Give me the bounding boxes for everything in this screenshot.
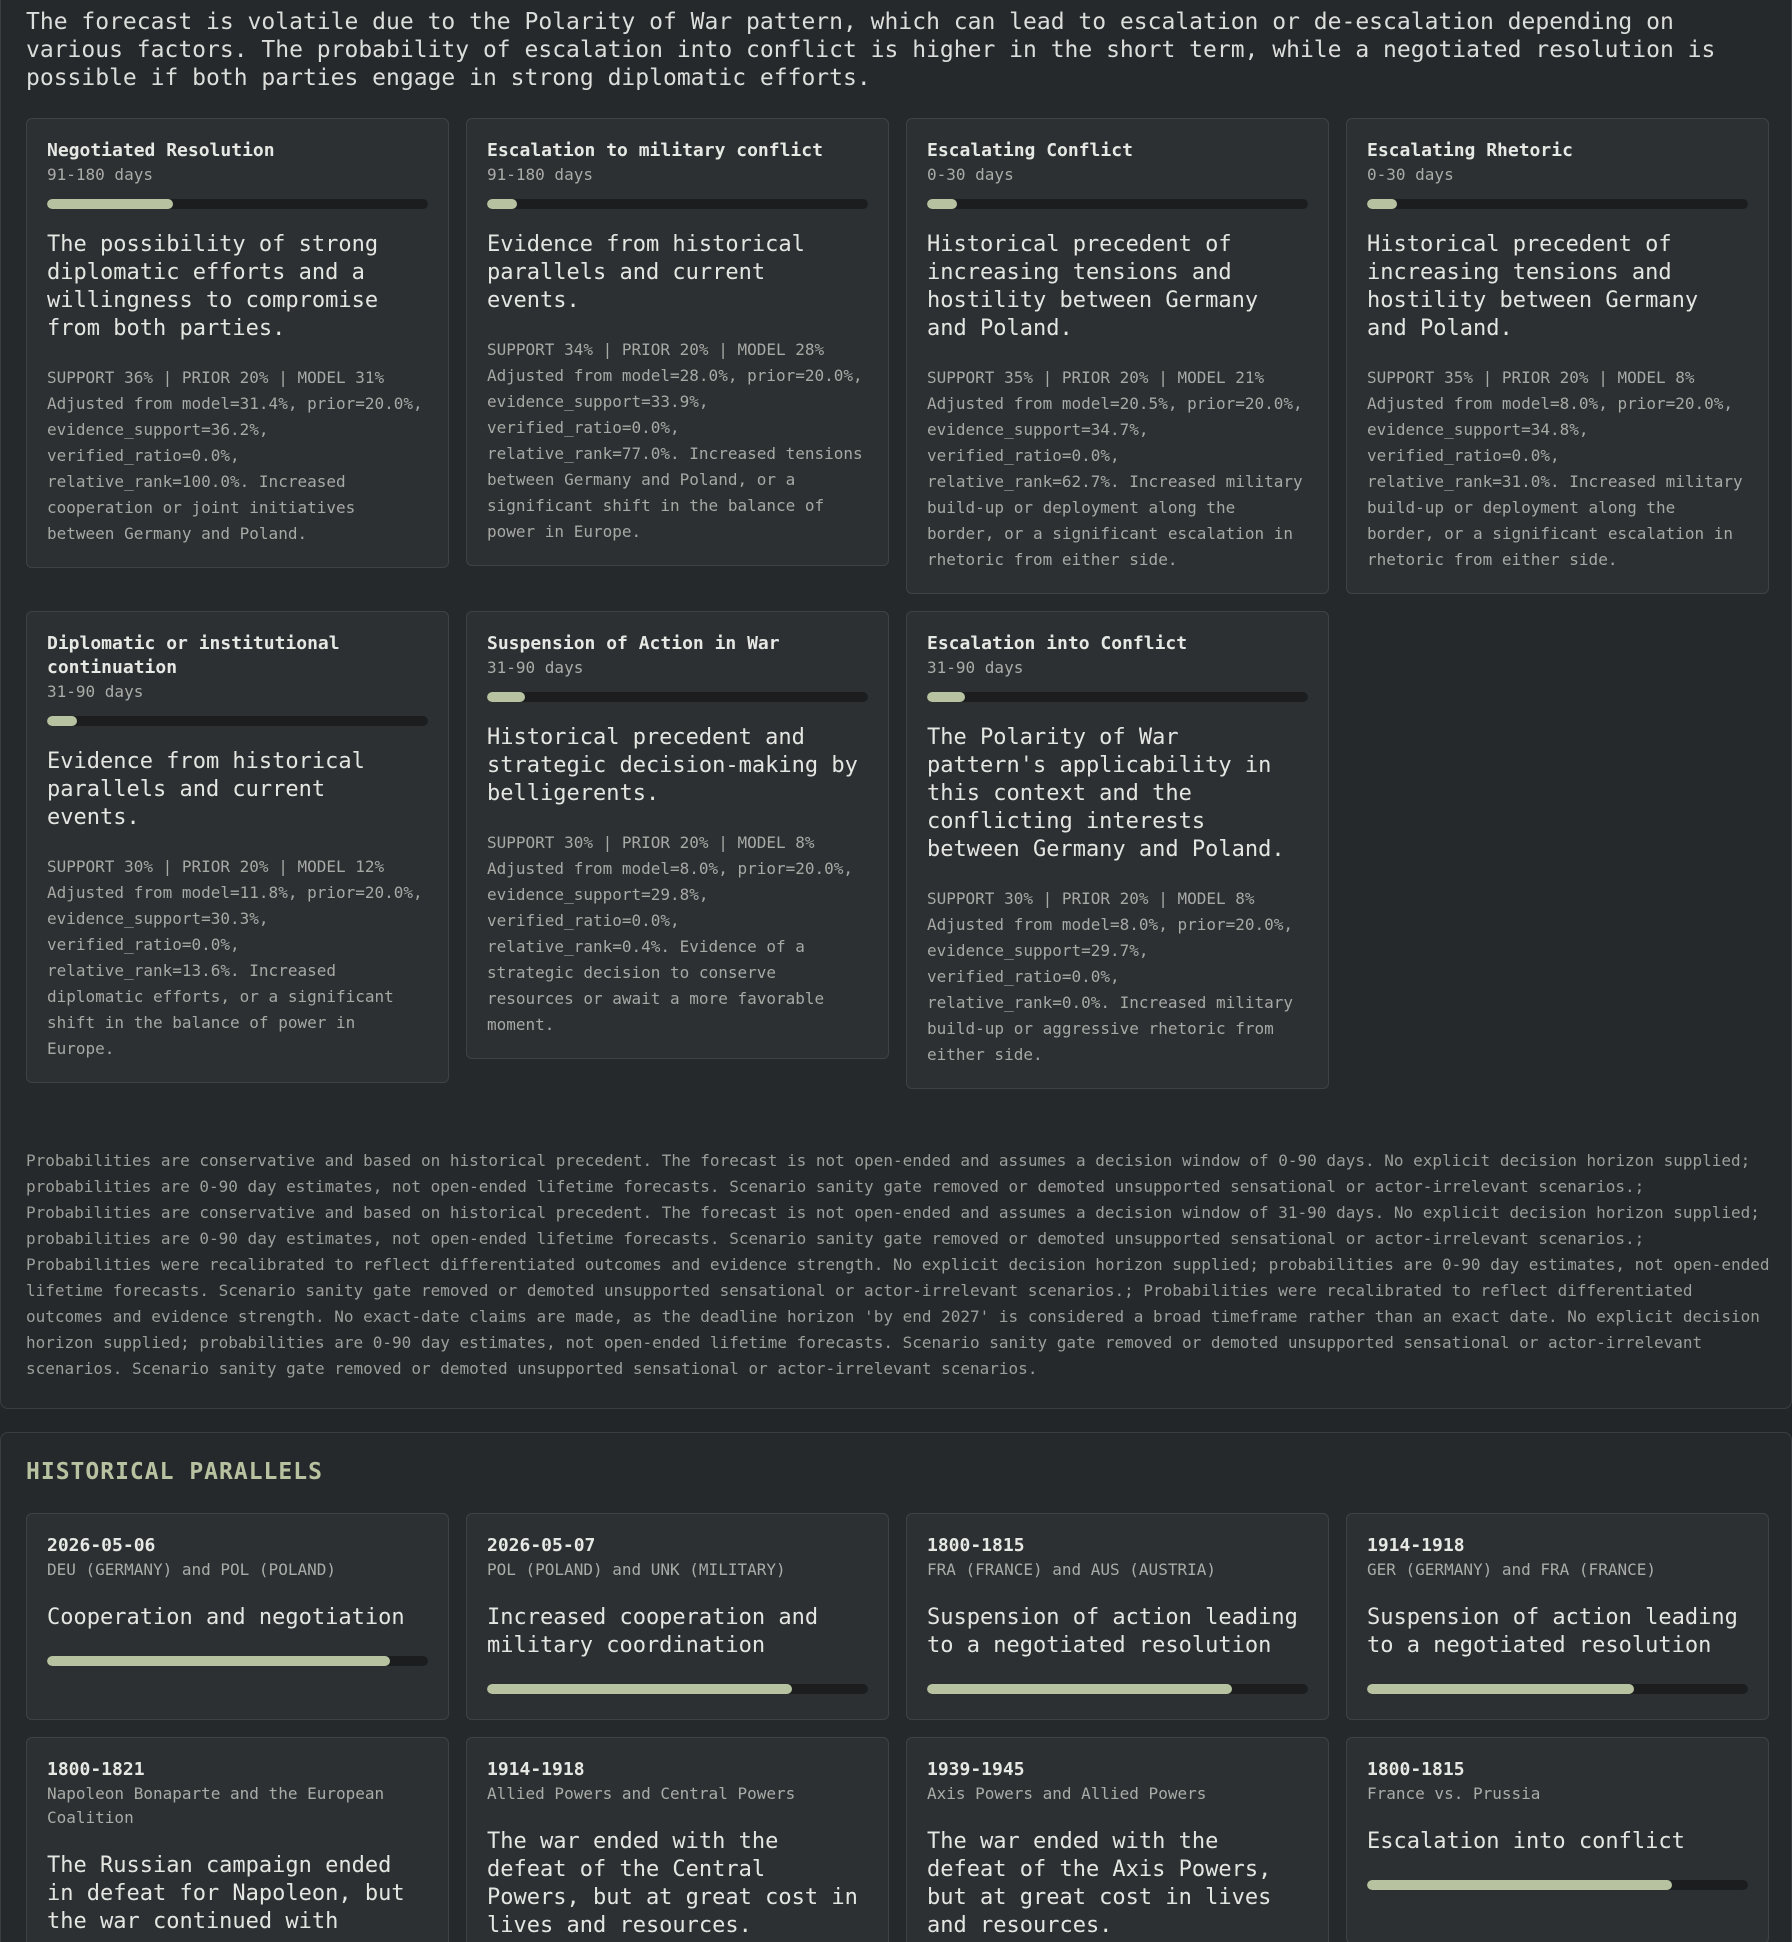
scenario-window: 0-30 days [927, 165, 1014, 184]
probability-bar-fill [47, 199, 173, 209]
scenario-title: Escalation to military conflict [487, 140, 823, 161]
parallel-outcome: The Russian campaign ended in defeat for Napoleon, but the war continued with [47, 1853, 405, 1934]
scenario-title: Escalating Rhetoric [1367, 140, 1573, 161]
scenario-card [466, 611, 889, 1059]
scenario-grid [26, 118, 1769, 1089]
scenario-rationale: Evidence from historical parallels and current events. [47, 749, 365, 830]
parallel-period: 1939-1945 [927, 1759, 1025, 1780]
parallel-period: 2026-05-06 [47, 1535, 156, 1556]
scenario-stats: SUPPORT 30% | PRIOR 20% | MODEL 8% [487, 833, 815, 852]
probability-bar [927, 199, 1308, 209]
scenario-stats: SUPPORT 35% | PRIOR 20% | MODEL 8% [1367, 368, 1695, 387]
scenario-window: 31-90 days [47, 682, 144, 701]
parallel-outcome: Cooperation and negotiation [47, 1605, 405, 1630]
scenario-note: Adjusted from model=8.0%, prior=20.0%, evidence_support=29.7%, verified_ratio=0.0%, relative_rank=0.0%. Increased military build-up or aggressive rhetoric from either side. [927, 915, 1294, 1064]
scenario-rationale: Historical precedent of increasing tensions and hostility between Germany and Poland. [1367, 232, 1699, 341]
parallel-card [1346, 1737, 1769, 1942]
probability-bar [47, 199, 428, 209]
scenario-rationale: The possibility of strong diplomatic efforts and a willingness to compromise from both parties. [47, 232, 379, 341]
section-title: HISTORICAL PARALLELS [26, 1459, 323, 1485]
parallel-outcome: The war ended with the defeat of the Axis Powers, but at great cost in lives and resources. [927, 1829, 1272, 1938]
scenario-card [906, 118, 1329, 594]
parallel-card [906, 1513, 1329, 1720]
scenario-rationale: The Polarity of War pattern's applicability in this context and the conflicting interests between Germany and Poland. [927, 725, 1285, 862]
probability-bar [487, 692, 868, 702]
probability-bar-fill [1367, 199, 1397, 209]
scenario-window: 91-180 days [47, 165, 153, 184]
scenario-note: Adjusted from model=28.0%, prior=20.0%, evidence_support=33.9%, verified_ratio=0.0%, relative_rank=77.0%. Increased tensions between Germany and Poland, or a significant shift in the balance of power in Europe. [487, 366, 863, 541]
scenario-window: 0-30 days [1367, 165, 1454, 184]
historical-parallels-panel [0, 1432, 1792, 1942]
parallel-actors: POL (POLAND) and UNK (MILITARY) [487, 1560, 786, 1579]
similarity-bar-fill [927, 1684, 1232, 1694]
parallel-actors: DEU (GERMANY) and POL (POLAND) [47, 1560, 336, 1579]
scenario-stats: SUPPORT 35% | PRIOR 20% | MODEL 21% [927, 368, 1265, 387]
parallel-period: 1800-1815 [1367, 1759, 1465, 1780]
similarity-bar-fill [47, 1656, 390, 1666]
parallel-period: 1800-1815 [927, 1535, 1025, 1556]
parallel-outcome: Suspension of action leading to a negotiated resolution [1367, 1605, 1738, 1658]
parallel-period: 1914-1918 [1367, 1535, 1465, 1556]
scenario-stats: SUPPORT 30% | PRIOR 20% | MODEL 12% [47, 857, 385, 876]
probability-bar-fill [927, 692, 965, 702]
similarity-bar [1367, 1684, 1748, 1694]
parallel-card [26, 1513, 449, 1720]
similarity-bar-fill [1367, 1880, 1672, 1890]
scenario-stats: SUPPORT 30% | PRIOR 20% | MODEL 8% [927, 889, 1255, 908]
scenario-stats: SUPPORT 36% | PRIOR 20% | MODEL 31% [47, 368, 385, 387]
similarity-bar-fill [1367, 1684, 1634, 1694]
parallel-card [906, 1737, 1329, 1942]
scenario-window: 31-90 days [487, 658, 584, 677]
parallel-actors: France vs. Prussia [1367, 1784, 1541, 1803]
scenario-note: Adjusted from model=8.0%, prior=20.0%, evidence_support=29.8%, verified_ratio=0.0%, relative_rank=0.4%. Evidence of a strategic decision to conserve resources or await a more favorable moment. [487, 859, 854, 1034]
scenario-card [906, 611, 1329, 1089]
probability-bar [927, 692, 1308, 702]
parallel-outcome: Increased cooperation and military coordination [487, 1605, 819, 1658]
probability-bar [47, 716, 428, 726]
similarity-bar [487, 1684, 868, 1694]
scenario-title: Escalation into Conflict [927, 633, 1188, 654]
forecast-footnote: Probabilities are conservative and based on historical precedent. The forecast is not open-ended and assumes a decision window of 0-90 days. No explicit decision horizon supplied; probabilities are 0-90 day estimates, not open-ended lifetime forecasts. Scenario sanity gate removed or demoted unsupported sensational or actor-irrelevant scenarios.; Probabilities are conservative and based on historical precedent. The forecast is not open-ended and assumes a decision window of 31-90 days. No explicit decision horizon supplied; probabilities are 0-90 day estimates, not open-ended lifetime forecasts. Scenario sanity gate removed or demoted unsupported sensational or actor-irrelevant scenarios.; Probabilities were recalibrated to reflect differentiated outcomes and evidence strength. No explicit decision horizon supplied; probabilities are 0-90 day estimates, not open-ended lifetime forecasts. Scenario sanity gate removed or demoted unsupported sensational or actor-irrelevant scenarios.; Probabilities were recalibrated to reflect differentiated outcomes and evidence strength. No exact-date claims are made, as the deadline horizon 'by end 2027' is considered a broad timeframe rather than an exact date. No explicit decision horizon supplied; probabilities are 0-90 day estimates, not open-ended lifetime forecasts. Scenario sanity gate removed or demoted unsupported sensational or actor-irrelevant scenarios. Scenario sanity gate removed or demoted unsupported sensational or actor-irrelevant scenarios. [26, 1151, 1770, 1378]
parallel-actors: Allied Powers and Central Powers [487, 1784, 796, 1803]
parallel-actors: Axis Powers and Allied Powers [927, 1784, 1207, 1803]
scenario-note: Adjusted from model=11.8%, prior=20.0%, evidence_support=30.3%, verified_ratio=0.0%, relative_rank=13.6%. Increased diplomatic efforts, or a significant shift in the balance of power in Europe. [47, 883, 423, 1058]
scenario-rationale: Historical precedent and strategic decision-making by belligerents. [487, 725, 858, 806]
parallel-card [26, 1737, 449, 1942]
probability-bar [487, 199, 868, 209]
scenario-card [26, 118, 449, 568]
parallel-actors: Napoleon Bonaparte and the European Coalition [47, 1784, 385, 1827]
scenario-note: Adjusted from model=20.5%, prior=20.0%, evidence_support=34.7%, verified_ratio=0.0%, relative_rank=62.7%. Increased military build-up or deployment along the border, or a significant escalation in rhetoric from either side. [927, 394, 1303, 569]
scenario-card [26, 611, 449, 1083]
probability-bar-fill [487, 199, 517, 209]
scenario-stats: SUPPORT 34% | PRIOR 20% | MODEL 28% [487, 340, 825, 359]
probability-bar [1367, 199, 1748, 209]
parallel-card [1346, 1513, 1769, 1720]
probability-bar-fill [47, 716, 77, 726]
scenario-note: Adjusted from model=8.0%, prior=20.0%, evidence_support=34.8%, verified_ratio=0.0%, relative_rank=31.0%. Increased military build-up or deployment along the border, or a significant escalation in rhetoric from either side. [1367, 394, 1743, 569]
similarity-bar-fill [487, 1684, 792, 1694]
parallel-actors: GER (GERMANY) and FRA (FRANCE) [1367, 1560, 1656, 1579]
forecast-summary: The forecast is volatile due to the Polarity of War pattern, which can lead to escalation or de-escalation depending on various factors. The probability of escalation into conflict is higher in the short term, while a negotiated resolution is possible if both parties engage in strong diplomatic efforts. [26, 9, 1716, 91]
parallels-grid [26, 1513, 1769, 1942]
parallel-outcome: Escalation into conflict [1367, 1829, 1685, 1854]
parallel-actors: FRA (FRANCE) and AUS (AUSTRIA) [927, 1560, 1216, 1579]
scenario-card [1346, 118, 1769, 594]
parallel-card [466, 1737, 889, 1942]
parallel-period: 1800-1821 [47, 1759, 145, 1780]
scenario-note: Adjusted from model=31.4%, prior=20.0%, evidence_support=36.2%, verified_ratio=0.0%, relative_rank=100.0%. Increased cooperation or joint initiatives between Germany and Poland. [47, 394, 423, 543]
parallel-outcome: The war ended with the defeat of the Central Powers, but at great cost in lives and resources. [487, 1829, 858, 1938]
parallel-outcome: Suspension of action leading to a negotiated resolution [927, 1605, 1298, 1658]
parallel-period: 1914-1918 [487, 1759, 585, 1780]
probability-bar-fill [927, 199, 957, 209]
probability-bar-fill [487, 692, 525, 702]
scenario-title: Suspension of Action in War [487, 633, 780, 654]
parallel-card [466, 1513, 889, 1720]
scenario-title: Negotiated Resolution [47, 140, 275, 161]
scenario-rationale: Evidence from historical parallels and current events. [487, 232, 805, 313]
scenario-title: Escalating Conflict [927, 140, 1133, 161]
scenario-card [466, 118, 889, 566]
scenario-title: Diplomatic or institutional continuation [47, 633, 340, 678]
parallel-period: 2026-05-07 [487, 1535, 596, 1556]
similarity-bar [927, 1684, 1308, 1694]
scenario-window: 91-180 days [487, 165, 593, 184]
scenario-rationale: Historical precedent of increasing tensions and hostility between Germany and Poland. [927, 232, 1259, 341]
scenario-window: 31-90 days [927, 658, 1024, 677]
similarity-bar [47, 1656, 428, 1666]
similarity-bar [1367, 1880, 1748, 1890]
